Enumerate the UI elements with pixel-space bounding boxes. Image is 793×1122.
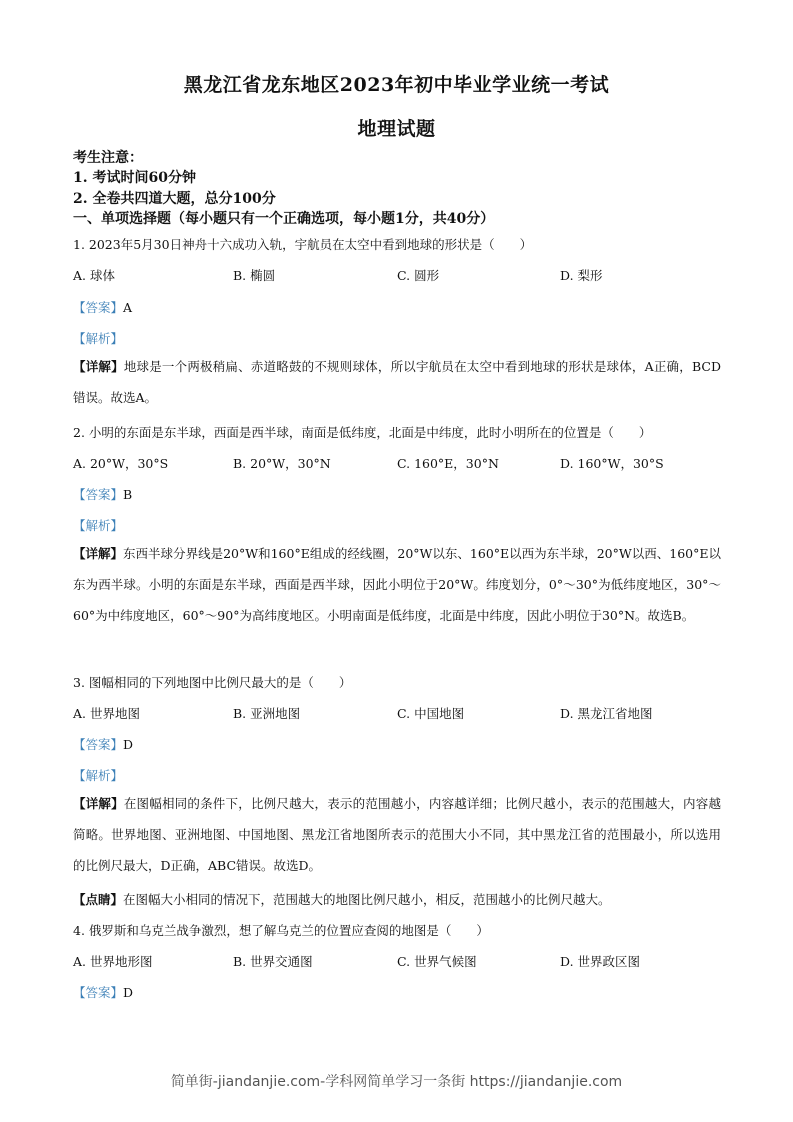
question-1-stem: 1. 2023年5月30日神舟十六成功入轨，宇航员在太空中看到地球的形状是（ ） xyxy=(73,237,533,252)
option-b: B. 世界交通图 xyxy=(233,954,313,969)
option-d: D. 梨形 xyxy=(560,268,603,283)
option-b: B. 椭圆 xyxy=(233,268,276,283)
option-c: C. 世界气候图 xyxy=(397,954,477,969)
option-a: A. 世界地图 xyxy=(73,706,140,721)
option-a: A. 世界地形图 xyxy=(73,954,153,969)
question-4-answer xyxy=(73,983,133,1001)
option-b: B. 亚洲地图 xyxy=(233,706,301,721)
option-a: A. 球体 xyxy=(73,268,115,283)
answer-label: 【答案】 xyxy=(73,300,124,315)
option-d: D. 黑龙江省地图 xyxy=(560,706,653,721)
question-3-tip xyxy=(73,890,611,908)
exam-subtitle: 地理试题 xyxy=(357,118,436,140)
analysis-label: 【解析】 xyxy=(73,518,124,533)
answer-value: B xyxy=(123,487,133,502)
option-c: C. 160°E，30°N xyxy=(397,456,499,471)
notice-item-2: 2. 全卷共四道大题，总分100分 xyxy=(73,191,276,207)
analysis-label: 【解析】 xyxy=(73,768,124,783)
answer-label: 【答案】 xyxy=(73,487,124,502)
detail-text: 地球是一个两极稍扁、赤道略鼓的不规则球体，所以宇航员在太空中看到地球的形状是球体，A正确，BCD错误。故选A。 xyxy=(73,359,721,405)
analysis-label: 【解析】 xyxy=(73,331,124,346)
question-1-detail xyxy=(73,351,721,413)
tip-text: 在图幅大小相同的情况下，范围越大的地图比例尺越小，相反，范围越小的比例尺越大。 xyxy=(123,892,611,907)
detail-label: 【详解】 xyxy=(73,546,124,561)
question-1-analysis-label xyxy=(73,329,123,347)
option-b: B. 20°W，30°N xyxy=(233,456,331,471)
notice-heading: 考生注意： xyxy=(73,150,143,166)
answer-label: 【答案】 xyxy=(73,737,124,752)
section-heading: 一、单项选择题（每小题只有一个正确选项，每小题1分，共40分） xyxy=(73,211,495,227)
detail-text: 在图幅相同的条件下，比例尺越大，表示的范围越小，内容越详细；比例尺越小，表示的范围越大，内容越简略。世界地图、亚洲地图、中国地图、黑龙江省地图所表示的范围大小不同，其中黑龙江省的范围最小，所以选用的比例尺最大，D正确，ABC错误。故选D。 xyxy=(73,796,721,873)
option-c: C. 圆形 xyxy=(397,268,440,283)
watermark-footer: 简单街-jiandanjie.com-学科网简单学习一条街 https://jiandanjie.com xyxy=(170,1074,623,1090)
question-3-analysis-label xyxy=(73,766,123,784)
detail-label: 【详解】 xyxy=(73,359,124,374)
question-1-answer xyxy=(73,298,132,316)
option-c: C. 中国地图 xyxy=(397,706,465,721)
option-a: A. 20°W，30°S xyxy=(73,456,169,471)
tip-label: 【点睛】 xyxy=(73,892,124,907)
question-3-detail xyxy=(73,788,721,881)
question-3-answer xyxy=(73,735,133,753)
option-d: D. 160°W，30°S xyxy=(560,456,664,471)
question-2-answer xyxy=(73,485,132,503)
question-2-detail xyxy=(73,538,721,631)
answer-value: A xyxy=(123,300,133,315)
detail-text: 东西半球分界线是20°W和160°E组成的经线圈，20°W以东、160°E以西为东半球，20°W以西、160°E以东为西半球。小明的东面是东半球，西面是西半球，因此小明位于20°W。纬度划分，0°～30°为低纬度地区，30°～60°为中纬度地区，60°～90°为高纬度地区。小明南面是低纬度，北面是中纬度，因此小明位于30°N。故选B。 xyxy=(73,546,721,623)
answer-value: D xyxy=(123,737,134,752)
option-d: D. 世界政区图 xyxy=(560,954,641,969)
question-3-stem: 3. 图幅相同的下列地图中比例尺最大的是（ ） xyxy=(73,675,352,690)
question-4-stem: 4. 俄罗斯和乌克兰战争激烈，想了解乌克兰的位置应查阅的地图是（ ） xyxy=(73,923,489,938)
detail-label: 【详解】 xyxy=(73,796,124,811)
answer-label: 【答案】 xyxy=(73,985,124,1000)
answer-value: D xyxy=(123,985,134,1000)
exam-title: 黑龙江省龙东地区2023年初中毕业学业统一考试 xyxy=(183,74,610,96)
notice-item-1: 1. 考试时间60分钟 xyxy=(73,170,196,186)
question-2-analysis-label xyxy=(73,516,123,534)
question-2-stem: 2. 小明的东面是东半球，西面是西半球，南面是低纬度，北面是中纬度，此时小明所在的位置是（ ） xyxy=(73,425,652,440)
